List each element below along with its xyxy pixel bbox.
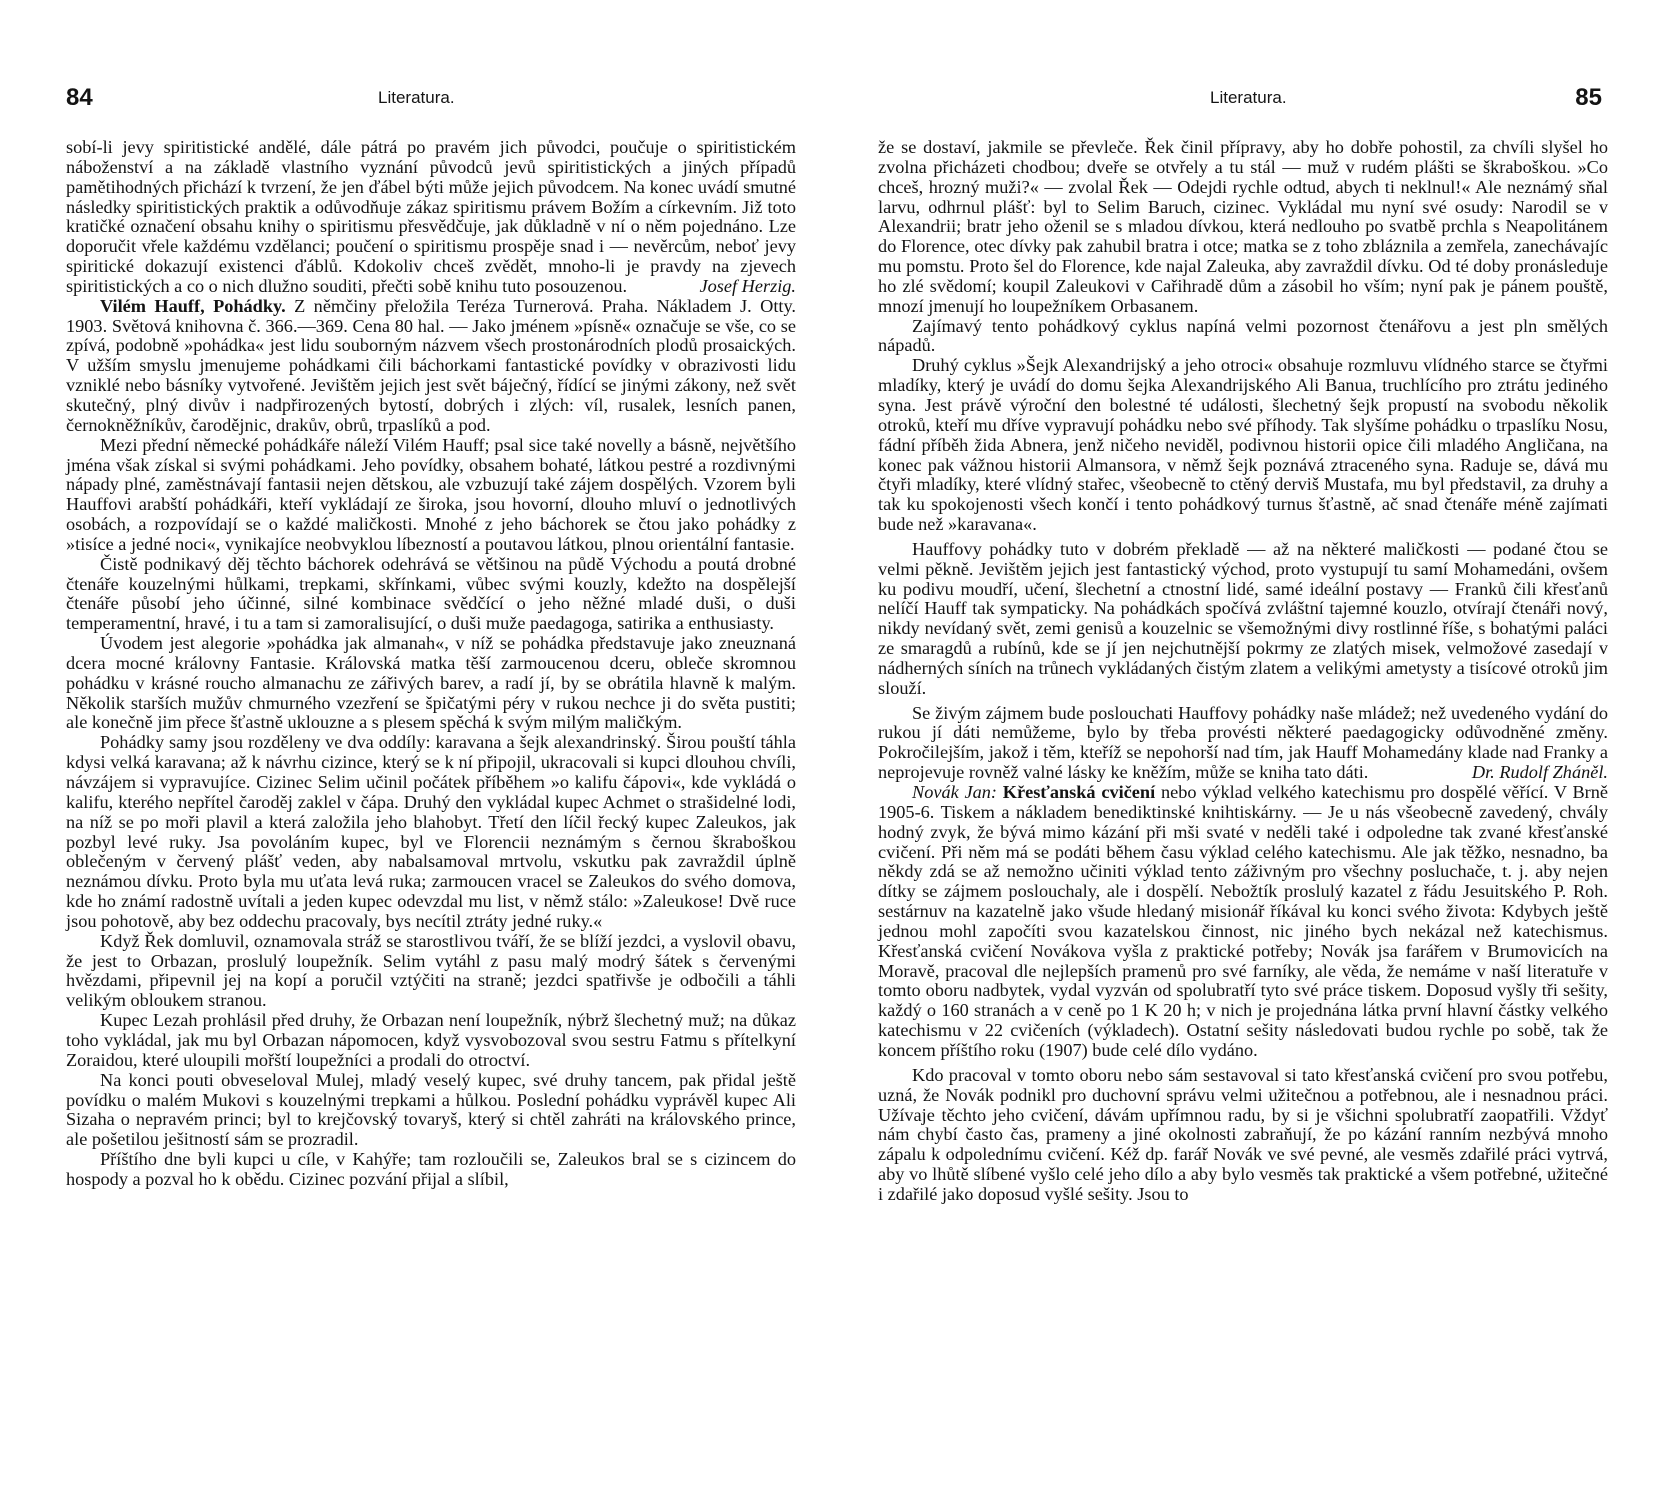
left-paragraph-8: Na konci pouti obveseloval Mulej, mladý veselý kupec, své druhy tancem, pak přidal ještě povídku o malém Mukovi s kouzelnými trepkami a hůlkou. Poslední pohádku vyprávěl kupec Ali Sizaha o nepravém princi; byl to krejčovský tovaryš, který si chtěl zahráti na královského prince, ale pošetilou ješitností sám se prozradil.	[66, 1069, 796, 1150]
right-page	[878, 0, 1608, 1500]
right-paragraph-1: že se dostaví, jakmile se převleče. Řek činil přípravy, aby ho dobře pohostil, za chvíli slyšel ho zvolna přicházeti chodbou; dveře se otvřely a tu stál — muž v rudém plášti se škraboškou. »Co chceš, hrozný muži?« — zvolal Řek — Odejdi rychle odtud, abych ti neklnul!« Ale neznámý sňal larvu, odhrnul plášť: byl to Selim Baruch, cizinec. Vykládal mu nyní své osudy: Narodil se v Alexandrii; bratr jeho oženil se s mladou dívkou, která nedlouho po svatbě prchla s Neapolitánem do Florence, otec dívky pak zahubil bratra i otce; matka se z toho zbláznila a zemřela, zanechávajíc mu pomstu. Proto šel do Florence, kde najal Zaleuka, aby zavraždil dívku. Od té doby pronásleduje ho zlé svědomí; koupil Zaleukovi v Cařihradě dům a zásobil ho vším; nyní pak je pánem pouště, mnozí jmenují ho loupežníkem Orbasanem.	[878, 137, 1608, 316]
left-paragraph-3: Čistě podnikavý děj těchto báchorek odehrává se většinou na půdě Východu a poutá drobné čtenáře kouzelnými hůlkami, trepkami, skřínkami, vůbec svými kouzly, kdežto na dospělejší čtenáře působí jeho účinné, silné kombinace svědčící o jeho něžné mladé duši, o duši temperamentní, hravé, i tu a tam si zamoralisující, o duši muže paedagoga, satirika a enthusiasty.	[66, 553, 796, 634]
page-number-right: 85	[1575, 84, 1602, 111]
review2-signature: Dr. Rudolf Zháněl.	[1471, 762, 1608, 783]
review3	[878, 783, 1608, 1061]
review1-signature: Josef Herzig.	[699, 275, 796, 296]
review1-tail	[66, 138, 796, 297]
right-paragraph-2: Zajímavý tento pohádkový cyklus napíná velmi pozornost čtenářovu a jest pln smělých nápadů.	[878, 315, 1608, 356]
review3-body: nebo výklad velkého katechismu pro dospělé věřící. V Brně 1905-6. Tiskem a nákladem benediktinské knihtiskárny. — Je u nás všeobecně zavedený, chvály hodný zvyk, že bývá mimo kázání při mši svaté v neděli také i odpoledne tak zvané křesťanské cvičení. Při něm má se podáti během času výklad celého katechismu. Ale jak těžko, nesnadno, ba někdy zdá se až nemožno učiniti výklad tento záživným pro všechny posluchače, t. j. aby nejen dítky se zájmem poslouchaly, ale i dospělí. Nebožtík proslulý kazatel z řádu Jesuitského P. Roh. sestárnuv na kazatelně jako všude hledaný misionář říkával ku konci svého života: Kdybych ještě jednou mohl započíti svou kazatelskou činnost, nic jiného bych nekázal než katechismus. Křesťanská cvičení Novákova vyšla z praktické potřeby; Novák jsa farářem v Brumovicích na Moravě, pracoval dle nejlepších pramenů pro své farníky, ale věda, že nemáme v naší literatuře v tomto oboru nadbytek, vydal vyzván od spolubratří tyto své práce tiskem. Doposud vyšly tři sešity, každý o 160 stranách a v ceně po 1 K 20 h; v nich je projednána látka první hlavní částky velkého katechismu v 22 cvičeních (výkladech). Ostatní sešity následovati budou rychle po sobě, tak že koncem příštího roku (1907) bude celé dílo vydáno.	[878, 782, 1608, 1060]
right-paragraph-7: Kdo pracoval v tomto oboru nebo sám sestavoval si tato křesťanská cvičení pro svou potřebu, uzná, že Novák podnikl pro duchovní správu velmi užitečnou a potřebnou, ale i nesnadnou práci. Užívaje těchto jeho cvičení, dávám upřímnou radu, by si je všichni spolubratří zaopatřili. Vždyť nám chybí často čas, prameny a jiné okolnosti zabraňují, že po kázání ranním nezbývá mnoho zápalu k odpolednímu cvičení. Kéž dp. farář Novák ve své pevné, ale vesměs zdařilé práci vytrvá, aby vo lhůtě slíbené vyšlo celé jeho dílo a aby bylo vesměs tak praktické a všem potřebné, užitečné i zdařilé jako doposud vyšlé sešity. Jsou to	[878, 1064, 1608, 1204]
left-paragraph-2: Mezi přední německé pohádkáře náleží Vilém Hauff; psal sice také novelly a básně, největšího jména však získal si svými pohádkami. Jeho povídky, obsahem bohaté, látkou pestré a rozdivnými nápady plné, zaměstnávají fantasii nejen dětskou, ale vzbuzují také zájem dospělých. Vzorem byli Hauffovi arabští pohádkáři, kteří vykládají ze široka, jsou hovorní, dlouho mluví o jednotlivých osobách, a rozpovídají se o každé maličkosti. Mnohé z jeho báchorek se čtou jako pohádky z »tisíce a jedné noci«, vynikajíce neobvyklou líbezností a poutavou látkou, plnou orientální fantasie.	[66, 434, 796, 554]
left-page-header	[66, 84, 796, 114]
left-paragraph-7: Kupec Lezah prohlásil před druhy, že Orbazan není loupežník, nýbrž šlechetný muž; na důkaz toho vykládal, jak mu byl Orbazan nápomocen, když vysvobozoval svou sestru Fatmu s přítelkyní Zoraidou, které uloupili mořští loupežníci a prodali do otroctví.	[66, 1010, 796, 1070]
review2-intro: Z němčiny přeložila Teréza Turnerová. Praha. Nákladem J. Otty. 1903. Světová knihovna č. 366.—369. Cena 80 hal. — Jako jménem »písně« označuje se vše, co se zpívá, podobně »pohádka« jest lidu souborným názvem všech prostonárodních plodů prosaických. V užším smyslu jmenujeme pohádkami čili báchorkami fantastické povídky v obrazivosti lidu vzniklé nebo básníky vytvořené. Jevištěm jejich jest svět báječný, řídící se jinými zákony, než svět skutečný, plný divův i nadpřirozených bytostí, dobrých i zlých: víl, rusalek, lesních panen, černokněžníkův, čarodějnic, drakův, obrů, trpaslíků a pod.	[66, 295, 796, 435]
right-paragraph-5	[878, 704, 1608, 783]
left-paragraph-5: Pohádky samy jsou rozděleny ve dva oddíly: karavana a šejk alexandrinský. Širou pouští táhla kdysi velká karavana; až k návrhu cizince, který se k ní připojil, ukracovali si kupci dlouhou chvíli, návzájem si vypravujíce. Cizinec Selim učinil počátek příběhem »o kalifu čápovi«, kde vykládá o kalifu, kterého nepřítel čaroděj zaklel v čápa. Druhý den vykládal kupec Achmet o strašidelné lodi, na níž se po moři plavil a která založila jeho blahobyt. Třetí den líčil řecký kupec Zaleukos, jak pozbyl levé ruky. Jsa povoláním kupec, byl ve Florencii neznámým s černou škraboškou oblečeným v červený plášť veden, aby nabalsamoval mrtvolu, vskutku pak zavraždil úplně neznámou dívku. Proto byla mu uťata levá ruka; zarmoucen vracel se Zaleukos do svého domova, kde ho známí radostně uvítali a jeden kupec odevzdal mu list, v němž stálo: »Zaleukose! Dvě ruce jsou pohotově, aby bez oddechu pracovaly, bys necítil ztráty jedné ruky.«	[66, 732, 796, 931]
right-paragraph-4: Hauffovy pohádky tuto v dobrém překladě — až na některé maličkosti — podané čtou se velmi pěkně. Jevištěm jejich jest fantastický východ, proto vystupují tu samí Mohamedáni, ovšem ku podivu moudří, učení, šlechetní a ctnostní lidé, samé ideální postavy — Franků čili křesťanů nelíčí Hauff tak sympaticky. Na pohádkách spočívá zvláštní tajemné kouzlo, otvírají čtenáři nový, nikdy nevídaný svět, zemi genisů a kouzelnic se všemožnými divy rostlinné říše, s bohatými paláci ze smaragdů a rubínů, kde se jí jen nejchutnější pokrmy ze zlatých misek, velmožové zasedají v nádherných síních na trůnech vykládaných čistým zlatem a velikými ametysty a tisícové otroků jim slouží.	[878, 538, 1608, 698]
right-paragraph-5-text: Se živým zájmem bude poslouchati Hauffovy pohádky naše mládež; než uvedeného vydání do rukou jí dáti nemůžeme, bylo by třeba provésti některé paedagogicky odůvodněné změny. Pokročilejším, jakož i těm, kteříž se nepohorší nad tím, jak Hauff Mohamedány klade nad Franky a neprojevuje rovněž valné lásky ke kněžím, může se kniha tato dáti.	[878, 702, 1608, 783]
right-page-header	[878, 84, 1608, 114]
review2-start	[66, 297, 796, 436]
left-paragraph-4: Úvodem jest alegorie »pohádka jak almanah«, v níž se pohádka představuje jako zneuznaná dcera mocné královny Fantasie. Královská matka těší zarmoucenou dceru, obleče skromnou pohádku v krásné roucho almanachu ze zářivých barev, a radí jí, by se obrátila hlavně k malým. Několik starších mužův chmurného vzezření se špičatými péry v rukou nechce ji do světa pustiti; ale konečně jim přece šťastně uklouzne a s plesem spěchá k svým milým maličkým.	[66, 633, 796, 733]
left-paragraph-9: Příštího dne byli kupci u cíle, v Kahýře; tam rozloučili se, Zaleukos bral se s cizincem do hospody a pozval ho k obědu. Cizinec pozvání přijal a slíbil,	[66, 1149, 796, 1189]
right-paragraph-3: Druhý cyklus »Šejk Alexandrijský a jeho otroci« obsahuje rozmluvu vlídného starce se čtyřmi mladíky, který je uvádí do domu šejka Alexandrijského Ali Banua, truchlícího pro ztrátu jediného syna. Jest právě výroční den bolestné té události, šlechetný šejk propustí na svobodu několik otroků, kteří mu dříve vypravují pohádku nebo své příhody. Tak slyšíme pohádku o trpaslíku Nosu, fádní příběh žida Abnera, jenž ničeho neviděl, podivnou historii opice čili mladého Angličana, na konec pak vážnou historii Almansora, v němž šejk poznává ztraceného syna. Raduje se, dává mu čtyři mladíky, které vlídný stařec, všeobecně to ctěný derviš Mustafa, mu byl představil, za druhy a tak ku spokojenosti všech končí i tento pohádkový turnus šťastně, ač snad čtenáře méně zajímati bude než »karavana«.	[878, 355, 1608, 535]
left-paragraph-6: Když Řek domluvil, oznamovala stráž se starostlivou tváří, že se blíží jezdci, a vyslovil obavu, že jest to Orbazan, proslulý loupežník. Selim vytáhl z pasu malý modrý šátek s červenými hvězdami, připevnil jej na kopí a poručil vztýčiti na straně; jezdci spatřivše je odbočili a táhli velikým obloukem stranou.	[66, 930, 796, 1011]
review3-title: Křesťanská cvičení	[1002, 782, 1156, 802]
review2-heading: Vilém Hauff, Pohádky.	[100, 295, 286, 316]
page-number-left: 84	[66, 84, 93, 111]
left-page	[66, 0, 796, 1500]
left-page-text	[66, 138, 796, 1190]
review3-author: Novák Jan:	[912, 782, 997, 802]
review1-tail-text: sobí-li jevy spiritistické andělé, dále pátrá po pravém jich původci, poučuje o spiritistickém náboženství a na základě vlastního vyznání původců jevů spiritistických a jiných případů pamětihodných přichází k tvrzení, že jen ďábel býti může jejich původcem. Na konec uvádí smutné následky spiritistických praktik a odůvodňuje zákaz spiritismu právem Božím a církevním. Již toto kratičké označení obsahu knihy o spiritismu přesvědčuje, jak důkladně v ní o něm pojednáno. Lze doporučit vřele každému vzdělanci; poučení o spiritismu prospěje snad i — nevěrcům, neboť jevy spiritické dokazují existenci ďáblů. Kdokoliv chceš zvědět, mnoho-li je pravdy na zjevech spiritistických a co o nich dlužno souditi, přečti sobě knihu tuto posouzenou.	[66, 137, 796, 296]
running-head-right: Literatura.	[1210, 88, 1287, 107]
right-page-text	[878, 138, 1608, 1205]
running-head-left: Literatura.	[378, 88, 455, 107]
